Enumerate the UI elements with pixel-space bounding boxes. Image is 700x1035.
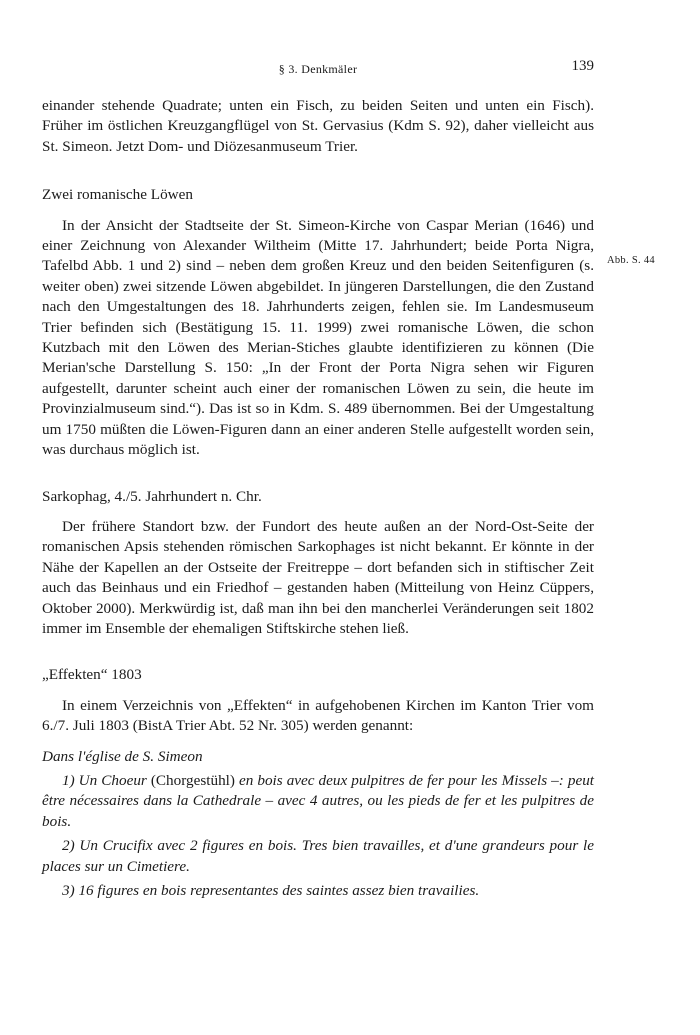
item-note: (Chorgestühl) <box>146 771 239 789</box>
body-text <box>42 96 594 901</box>
item-lead: 1) Un Choeur <box>62 771 147 789</box>
section-heading: Zwei romanische Löwen <box>42 186 193 204</box>
section-heading: Sarkophag, 4./5. Jahrhundert n. Chr. <box>42 487 262 505</box>
paragraph: In einem Verzeichnis von „Effekten“ in aufgehobenen Kirchen im Kanton Trier vom 6./7. Juli 1803 (BistA Trier Abt. 52 Nr. 305) werden genannt: <box>42 696 594 735</box>
page-number: 139 <box>571 58 594 74</box>
subheading: Dans l'église de S. Simeon <box>42 747 203 765</box>
running-head <box>42 58 594 80</box>
section-heading: „Effekten“ 1803 <box>42 666 142 684</box>
running-title: § 3. Denkmäler <box>278 62 358 76</box>
paragraph: Der frühere Standort bzw. der Fundort des heute außen an der Nord-Ost-Seite der romanischen Apsis stehenden römischen Sarkophages ist nicht bekannt. Er könnte in der Nähe der Kapellen an der Ostseite der Freitreppe – dort befanden sich in stiftischer Zeit auch das Beinhaus und ein Friedhof – gestanden haben (Mitteilung von Heinz Cüppers, Oktober 2000). Merkwürdig ist, daß man ihn bei den mancherlei Veränderungen seit 1802 immer im Ensemble der ehemaligen Stiftskirche stehen ließ. <box>42 517 594 637</box>
item-rest: en bois avec deux pulpitres de fer pour les Missels –: peut être nécessaires dans la Cathedrale – avec 4 autres, ou les pieds de fer et les pulpitres de bois. <box>42 771 595 830</box>
list-item: 2) Un Crucifix avec 2 figures en bois. Tres bien travailles, et d'une grandeurs pour le places sur un Cimetiere. <box>42 837 594 875</box>
list-item: 3) 16 figures en bois representantes des saintes assez bien travailies. <box>62 882 480 899</box>
paragraph: In der Ansicht der Stadtseite der St. Simeon-Kirche von Caspar Merian (1646) und einer Zeichnung von Alexander Wiltheim (Mitte 17. Jahrhundert; beide Porta Nigra, Tafelbd Abb. 1 und 2) sind – neben dem großen Kreuz und den beiden Seitenfiguren (s. weiter oben) zwei sitzende Löwen abgebildet. In jüngeren Darstellungen, die den Zustand nach den Umgestaltungen des 18. Jahrhunderts zeigen, fehlen sie. Im Landesmuseum Trier befinden sich (Bestätigung 15. 11. 1999) zwei romanische Löwen, die schon Kutzbach mit den Löwen des Merian-Stiches glaubte identifizieren zu können (Die Merian'sche Darstellung S. 150: „In der Front der Porta Nigra sehen wir Figuren aufgestellt, darunter scheint auch einer der romanischen Löwen zu sein, die heute im Provinzialmuseum sind.“). Das ist so in Kdm. S. 489 übernommen. Bei der Umgestaltung um 1750 müßten die Löwen-Figuren dann an einer anderen Stelle aufgestellt worden sein, was durchaus möglich ist. <box>42 216 594 459</box>
paragraph: einander stehende Quadrate; unten ein Fisch, zu beiden Seiten und unten ein Fisch). Früher im östlichen Kreuzgangflügel von St. Gervasius (Kdm S. 92), daher vielleicht aus St. Simeon. Jetzt Dom- und Diözesanmuseum Trier. <box>42 97 594 155</box>
list-item <box>42 771 594 832</box>
margin-note: Abb. S. 44 <box>607 255 655 266</box>
